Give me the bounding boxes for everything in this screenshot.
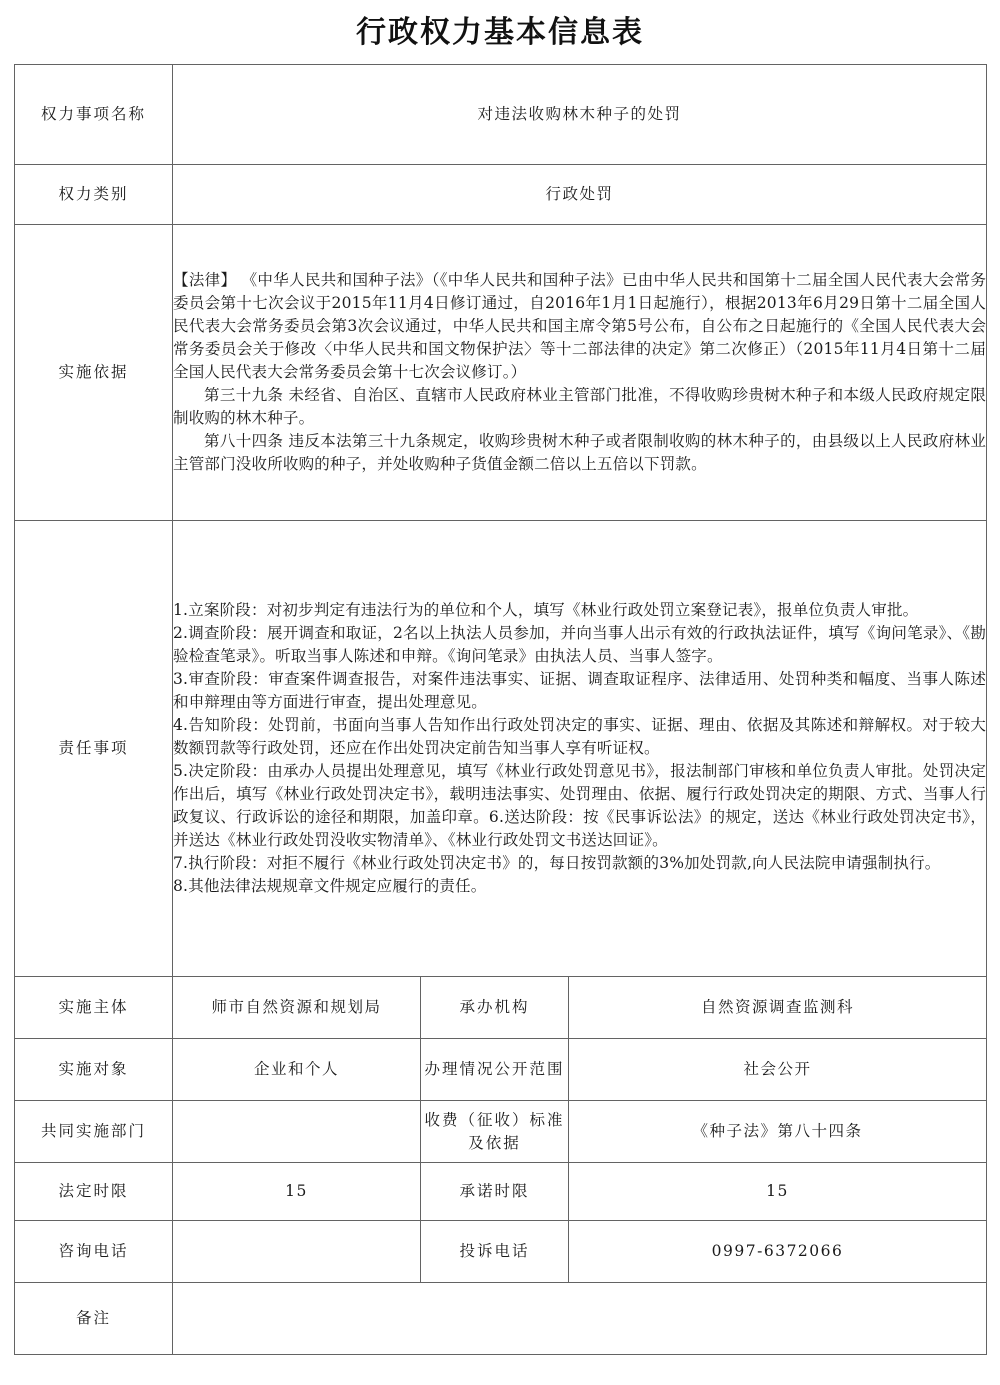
table-row-responsibilities [15, 521, 987, 977]
label-remarks: 备注 [15, 1283, 173, 1355]
value-power-category: 行政处罚 [173, 165, 987, 225]
label-implementing-object: 实施对象 [15, 1039, 173, 1101]
legal-basis-paragraph-3: 第八十四条 违反本法第三十九条规定，收购珍贵树木种子或者限制收购的林木种子的，由县级以上人民政府林业主管部门没收所收购的种子，并处收购种子货值金额二倍以上五倍以下罚款。 [173, 431, 987, 473]
label-implementing-subject: 实施主体 [15, 977, 173, 1039]
responsibility-item-8: 8.其他法律法规规章文件规定应履行的责任。 [173, 876, 487, 895]
label-promised-limit: 承诺时限 [421, 1163, 569, 1221]
table-row-power-item-name [15, 65, 987, 165]
value-consult-phone [173, 1221, 421, 1283]
label-fee-standard: 收费（征收）标准及依据 [421, 1101, 569, 1163]
value-promised-limit: 15 [569, 1163, 987, 1221]
responsibility-item-3: 3.审查阶段：审查案件调查报告，对案件违法事实、证据、调查取证程序、法律适用、处罚种类和幅度、当事人陈述和申辩理由等方面进行审查，提出处理意见。 [173, 670, 987, 712]
value-remarks [173, 1283, 987, 1355]
value-power-item-name: 对违法收购林木种子的处罚 [173, 65, 987, 165]
responsibility-item-5: 5.决定阶段：由承办人员提出处理意见，填写《林业行政处罚意见书》，报法制部门审核和单位负责人审批。处罚决定作出后，填写《林业行政处罚决定书》，载明违法事实、处罚理由、依据、履行行政处罚决定的期限、方式、当事人行政复议、行政诉讼的途径和期限，加盖印章。6.送达阶段：按《民事诉讼法》的规定，送达《林业行政处罚决定书》，并送达《林业行政处罚没收实物清单》、《林业行政处罚文书送达回证》。 [173, 761, 987, 849]
table-row-legal-basis [15, 225, 987, 521]
value-implementing-object: 企业和个人 [173, 1039, 421, 1101]
responsibility-item-2: 2.调查阶段：展开调查和取证，2名以上执法人员参加，并向当事人出示有效的行政执法证件，填写《询问笔录》、《勘验检查笔录》。听取当事人陈述和申辩。《询问笔录》由执法人员、当事人签字。 [173, 624, 987, 666]
table-row-remarks [15, 1283, 987, 1355]
label-disclosure-scope: 办理情况公开范围 [421, 1039, 569, 1101]
value-fee-standard: 《种子法》第八十四条 [569, 1101, 987, 1163]
label-legal-basis: 实施依据 [15, 225, 173, 521]
responsibility-item-7: 7.执行阶段：对拒不履行《林业行政处罚决定书》的，每日按罚款额的3%加处罚款,向人民法院申请强制执行。 [173, 853, 941, 872]
label-statutory-limit: 法定时限 [15, 1163, 173, 1221]
value-complaint-phone: 0997-6372066 [569, 1221, 987, 1283]
label-consult-phone: 咨询电话 [15, 1221, 173, 1283]
label-power-category: 权力类别 [15, 165, 173, 225]
table-row-phones [15, 1221, 987, 1283]
administrative-power-info-table [14, 64, 987, 1355]
label-power-item-name: 权力事项名称 [15, 65, 173, 165]
table-row-implementing-object [15, 1039, 987, 1101]
table-row-power-category [15, 165, 987, 225]
value-implementing-subject: 师市自然资源和规划局 [173, 977, 421, 1039]
value-responsibilities [173, 521, 987, 977]
table-row-joint-departments [15, 1101, 987, 1163]
legal-basis-paragraph-2: 第三十九条 未经省、自治区、直辖市人民政府林业主管部门批准，不得收购珍贵树木种子和本级人民政府规定限制收购的林木种子。 [173, 385, 987, 427]
label-complaint-phone: 投诉电话 [421, 1221, 569, 1283]
label-responsibilities: 责任事项 [15, 521, 173, 977]
legal-basis-paragraph-1: 【法律】 《中华人民共和国种子法》（《中华人民共和国种子法》已由中华人民共和国第十二届全国人民代表大会常务委员会第十七次会议于2015年11月4日修订通过，自2016年1月1日起施行），根据2013年6月29日第十二届全国人民代表大会常务委员会第3次会议通过，中华人民共和国主席令第5号公布，自公布之日起施行的《全国人民代表大会常务委员会关于修改〈中华人民共和国文物保护法〉等十二部法律的决定》第二次修正）（2015年11月4日第十二届全国人民代表大会常务委员会第十七次会议修订。） [173, 271, 987, 382]
page-title: 行政权力基本信息表 [356, 15, 644, 50]
value-statutory-limit: 15 [173, 1163, 421, 1221]
table-row-time-limits [15, 1163, 987, 1221]
label-joint-departments: 共同实施部门 [15, 1101, 173, 1163]
value-legal-basis [173, 225, 987, 521]
responsibility-item-4: 4.告知阶段：处罚前，书面向当事人告知作出行政处罚决定的事实、证据、理由、依据及其陈述和辩解权。对于较大数额罚款等行政处罚，还应在作出处罚决定前告知当事人享有听证权。 [173, 716, 987, 758]
responsibility-item-1: 1.立案阶段：对初步判定有违法行为的单位和个人，填写《林业行政处罚立案登记表》，报单位负责人审批。 [173, 601, 919, 620]
label-undertaking-org: 承办机构 [421, 977, 569, 1039]
value-undertaking-org: 自然资源调查监测科 [569, 977, 987, 1039]
value-joint-departments [173, 1101, 421, 1163]
value-disclosure-scope: 社会公开 [569, 1039, 987, 1101]
table-row-implementing-subject [15, 977, 987, 1039]
